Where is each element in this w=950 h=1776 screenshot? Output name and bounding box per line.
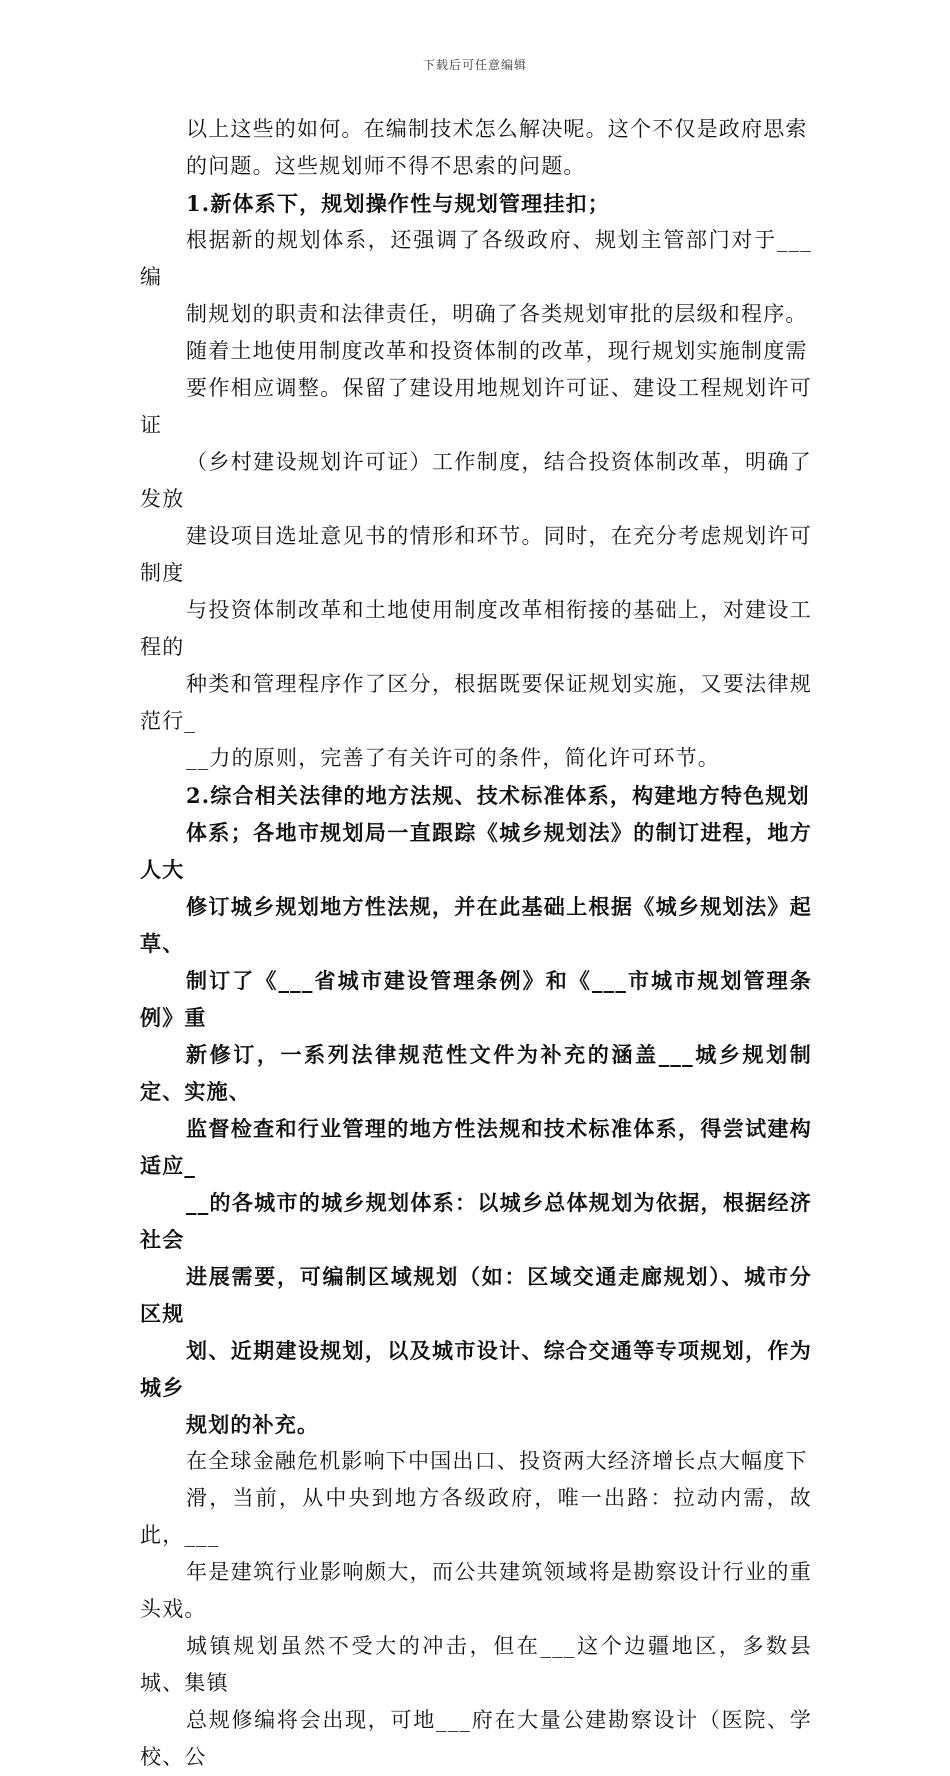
text-line: 2.综合相关法律的地方法规、技术标准体系，构建地方特色规划 <box>186 783 810 808</box>
text-line: 建设项目选址意见书的情形和环节。同时，在充分考虑规划许可制度 <box>140 524 812 585</box>
paragraph-land-reform <box>140 333 812 777</box>
paragraph-intro <box>140 111 812 185</box>
text-line: 总规修编将会出现，可地___府在大量公建勘察设计（医院、学校、公 <box>140 1708 812 1769</box>
text-line: 修订城乡规划地方性法规，并在此基础上根据《城乡规划法》起草、 <box>140 894 812 956</box>
section-heading-2 <box>140 777 812 1443</box>
paragraph-financial-crisis <box>140 1443 812 1776</box>
section-heading-1 <box>140 185 812 222</box>
text-line: 制规划的职责和法律责任，明确了各类规划审批的层级和程序。 <box>186 302 808 326</box>
text-line: 城镇规划虽然不受大的冲击，但在___这个边疆地区，多数县城、集镇 <box>140 1634 812 1695</box>
text-line: 监督检查和行业管理的地方性法规和技术标准体系，得尝试建构适应_ <box>140 1116 812 1178</box>
text-line: 进展需要，可编制区域规划（如：区域交通走廊规划）、城市分区规 <box>140 1264 812 1326</box>
text-line: 新修订，一系列法律规范性文件为补充的涵盖___城乡规划制定、实施、 <box>140 1042 812 1104</box>
text-line: __力的原则，完善了有关许可的条件，简化许可环节。 <box>186 746 720 770</box>
document-body <box>140 111 812 1776</box>
text-line: （乡村建设规划许可证）工作制度，结合投资体制改革，明确了发放 <box>140 450 812 511</box>
text-line: 划、近期建设规划，以及城市设计、综合交通等专项规划，作为城乡 <box>140 1338 812 1400</box>
text-line: 的问题。这些规划师不得不思索的问题。 <box>186 154 586 178</box>
text-line: 在全球金融危机影响下中国出口、投资两大经济增长点大幅度下 <box>186 1449 808 1473</box>
text-line: 制订了《___省城市建设管理条例》和《___市城市规划管理条例》重 <box>140 968 812 1030</box>
text-line: 种类和管理程序作了区分，根据既要保证规划实施，又要法律规范行_ <box>140 672 812 733</box>
text-line: 要作相应调整。保留了建设用地规划许可证、建设工程规划许可证 <box>140 376 812 437</box>
page-header: 下载后可任意编辑 <box>422 58 527 72</box>
text-line: 以上这些的如何。在编制技术怎么解决呢。这个不仅是政府思索 <box>186 117 808 141</box>
text-line: __的各城市的城乡规划体系：以城乡总体规划为依据，根据经济社会 <box>140 1190 812 1252</box>
paragraph-planning-system <box>140 222 812 333</box>
text-line: 根据新的规划体系，还强调了各级政府、规划主管部门对于___编 <box>140 228 812 289</box>
text-line: 年是建筑行业影响颇大，而公共建筑领域将是勘察设计行业的重头戏。 <box>140 1560 812 1621</box>
text-line: 体系；各地市规划局一直跟踪《城乡规划法》的制订进程，地方人大 <box>140 820 812 882</box>
text-line: 与投资体制改革和土地使用制度改革相衔接的基础上，对建设工程的 <box>140 598 812 659</box>
text-line: 随着土地使用制度改革和投资体制的改革，现行规划实施制度需 <box>186 339 808 363</box>
text-line: 规划的补充。 <box>186 1412 320 1437</box>
text-line: 1.新体系下，规划操作性与规划管理挂扣； <box>186 191 610 216</box>
text-line: 滑，当前，从中央到地方各级政府，唯一出路：拉动内需，故此，___ <box>140 1486 812 1547</box>
